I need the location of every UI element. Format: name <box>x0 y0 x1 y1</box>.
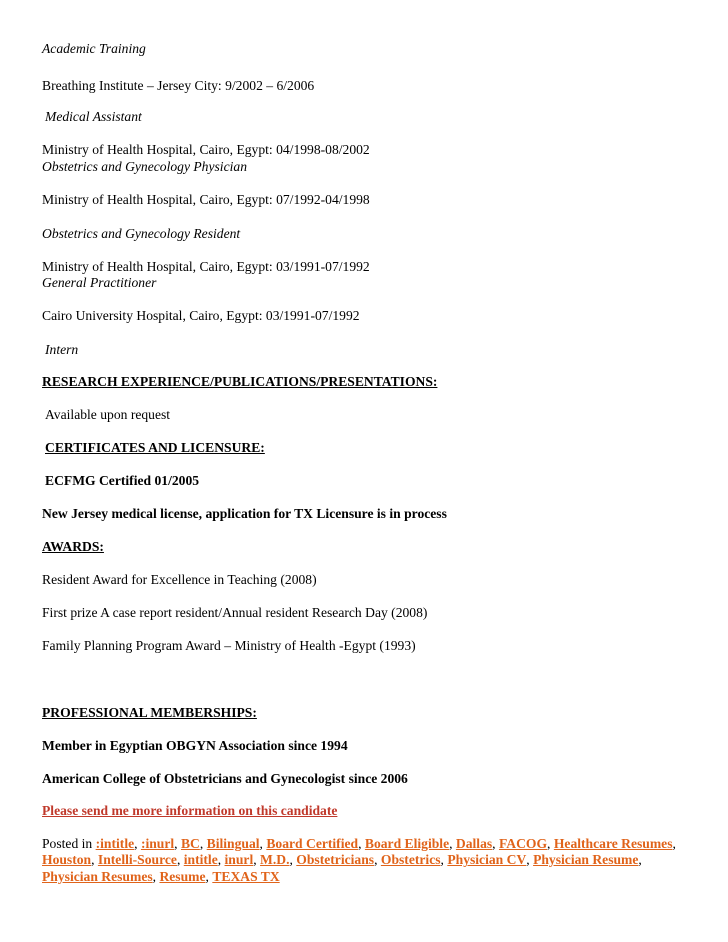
tag-link[interactable]: Physician Resume <box>533 852 639 868</box>
more-info-link[interactable]: Please send me more information on this candidate <box>42 803 338 818</box>
moh-1992-1998-entry: Ministry of Health Hospital, Cairo, Egypt: 07/1992-04/1998 <box>42 192 370 207</box>
tag-separator: , <box>547 836 554 851</box>
award-family-planning: Family Planning Program Award – Ministry of Health -Egypt (1993) <box>42 638 416 653</box>
tag-separator: , <box>259 836 267 851</box>
tag-link[interactable]: :intitle <box>95 836 135 851</box>
tag-separator: , <box>440 852 448 868</box>
moh-1991-1992-entry: Ministry of Health Hospital, Cairo, Egypt: 03/1991-07/1992 <box>42 259 370 274</box>
membership-egyptian-obgyn: Member in Egyptian OBGYN Association since 1994 <box>42 738 348 753</box>
obgyn-resident-role: Obstetrics and Gynecology Resident <box>42 226 241 241</box>
nj-license: New Jersey medical license, application for TX Licensure is in process <box>42 506 447 521</box>
tag-link[interactable]: Physician CV <box>447 852 527 868</box>
tag-link[interactable]: intitle <box>183 852 218 868</box>
tag-link[interactable]: Houston <box>42 852 92 868</box>
ecfmg-certified: ECFMG Certified 01/2005 <box>45 473 200 488</box>
breathing-institute-entry: Breathing Institute – Jersey City: 9/2002 – 6/2006 <box>42 78 315 93</box>
tag-separator: , <box>205 868 213 884</box>
research-heading: RESEARCH EXPERIENCE/PUBLICATIONS/PRESENTATIONS: <box>42 374 438 389</box>
tag-separator: , <box>174 836 181 851</box>
tag-separator: , <box>176 852 184 868</box>
tag-link[interactable]: Board Eligible <box>364 836 450 851</box>
tag-separator: , <box>217 852 225 868</box>
awards-heading: AWARDS: <box>42 539 104 554</box>
intern-role: Intern <box>45 342 79 357</box>
tag-separator: , <box>152 868 160 884</box>
tag-link[interactable]: inurl <box>224 852 254 868</box>
membership-acog: American College of Obstetricians and Gynecologist since 2006 <box>42 771 408 786</box>
tag-link[interactable]: Resume <box>159 868 206 884</box>
tag-separator: , <box>526 852 534 868</box>
award-case-report: First prize A case report resident/Annual resident Research Day (2008) <box>42 605 428 620</box>
tag-separator: , <box>289 852 297 868</box>
general-practitioner-role: General Practitioner <box>42 275 157 290</box>
tag-link[interactable]: M.D. <box>260 852 290 868</box>
tag-separator: , <box>253 852 261 868</box>
tag-separator: , <box>358 836 365 851</box>
academic-training-label: Academic Training <box>42 41 146 56</box>
tag-link[interactable]: BC <box>180 836 200 851</box>
tag-separator: , <box>374 852 381 868</box>
available-upon-request: Available upon request <box>45 407 171 422</box>
tag-link[interactable]: Healthcare Resumes <box>553 836 673 851</box>
tag-link[interactable]: Board Certified <box>266 836 359 851</box>
tag-link[interactable]: :inurl <box>140 836 175 851</box>
tag-link[interactable]: Bilingual <box>206 836 260 851</box>
tag-link[interactable]: Obstetrics <box>380 852 441 868</box>
tag-separator: , <box>492 836 499 851</box>
tag-link[interactable]: Obstetricians <box>296 852 375 868</box>
obgyn-physician-role: Obstetrics and Gynecology Physician <box>42 159 247 174</box>
tag-link[interactable]: FACOG <box>498 836 548 851</box>
tag-separator: , <box>672 836 676 851</box>
tag-link[interactable]: Physician Resumes <box>42 868 153 884</box>
certificates-heading: CERTIFICATES AND LICENSURE: <box>45 440 265 455</box>
tag-link[interactable]: TEXAS TX <box>212 868 280 884</box>
tag-separator: , <box>638 852 642 868</box>
tag-separator: , <box>449 836 456 851</box>
medical-assistant-role: Medical Assistant <box>45 109 142 124</box>
tag-separator: , <box>199 836 207 851</box>
award-teaching: Resident Award for Excellence in Teaching (2008) <box>42 572 317 587</box>
tag-separator: , <box>91 852 98 868</box>
tag-link[interactable]: Dallas <box>455 836 493 851</box>
tag-list <box>42 836 676 884</box>
tag-separator: , <box>134 836 141 851</box>
posted-in-label: Posted in <box>42 836 96 851</box>
cairo-university-entry: Cairo University Hospital, Cairo, Egypt: 03/1991-07/1992 <box>42 308 360 323</box>
moh-1998-2002-entry: Ministry of Health Hospital, Cairo, Egypt: 04/1998-08/2002 <box>42 142 370 157</box>
tag-link[interactable]: Intelli-Source <box>97 852 177 868</box>
posted-in-tags <box>42 836 692 885</box>
memberships-heading: PROFESSIONAL MEMBERSHIPS: <box>42 705 257 720</box>
